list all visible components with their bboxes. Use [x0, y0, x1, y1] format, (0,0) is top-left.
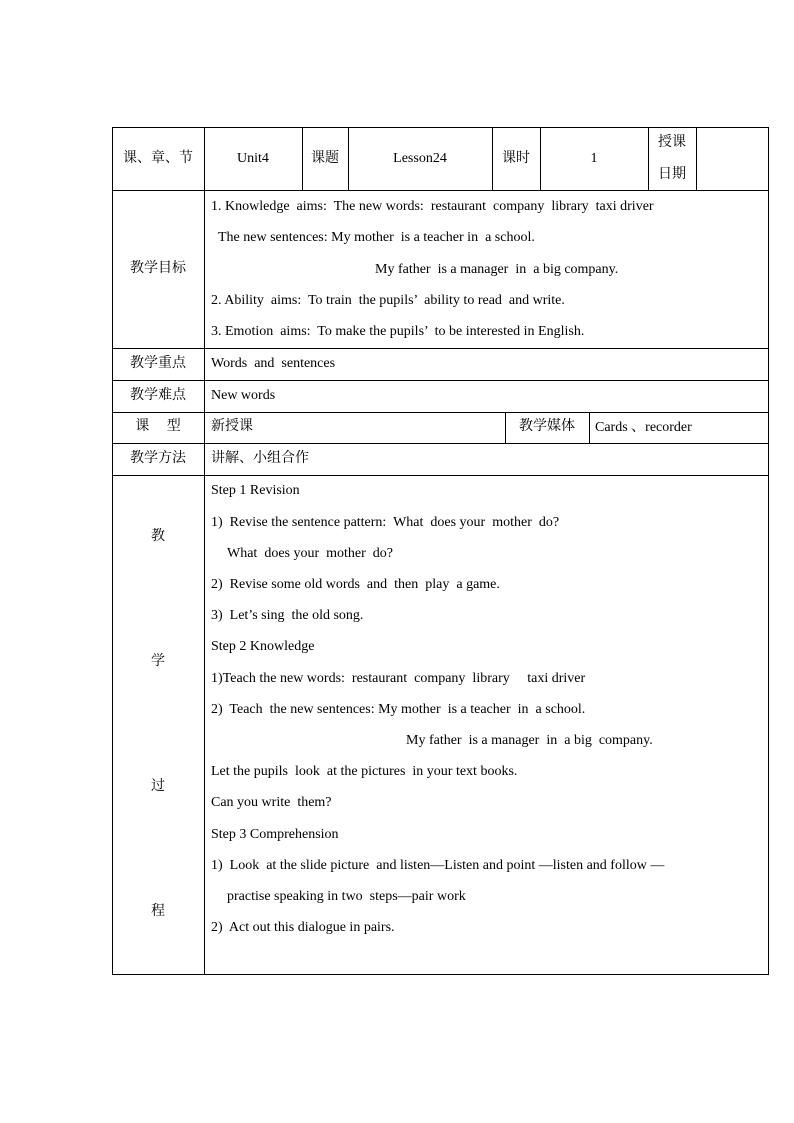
- process-line: Step 1 Revision: [211, 483, 300, 498]
- lesson-plan-table: [112, 127, 769, 975]
- objective-line: 1. Knowledge aims: The new words: restaurant company library taxi driver: [211, 199, 654, 214]
- difficult-points-label: 教学难点: [130, 388, 186, 403]
- date-label: 日期: [658, 167, 686, 182]
- unit-value: Unit4: [237, 151, 269, 166]
- lesson-type-value: 新授课: [211, 419, 253, 434]
- objective-line: My father is a manager in a big company.: [375, 262, 619, 277]
- process-line: What does your mother do?: [227, 546, 394, 561]
- period-label: 课时: [502, 151, 530, 166]
- lesson-value: Lesson24: [393, 151, 447, 166]
- table-border-left: [112, 127, 113, 975]
- row-divider: [112, 190, 769, 191]
- process-line: 2) Teach the new sentences: My mother is a teacher in a school.: [211, 702, 586, 717]
- difficult-points-value: New words: [211, 388, 276, 403]
- process-line: 1) Revise the sentence pattern: What does your mother do?: [211, 515, 560, 530]
- lesson-type-label: 课 型: [135, 419, 181, 434]
- process-line: My father is a manager in a big company.: [406, 733, 653, 748]
- process-line: 1) Look at the slide picture and listen—Listen and point —listen and follow —: [211, 858, 665, 873]
- key-points-value: Words and sentences: [211, 356, 336, 371]
- topic-label: 课题: [311, 151, 339, 166]
- section-label: 课、章、节: [123, 151, 193, 166]
- objective-line: The new sentences: My mother is a teacher in a school.: [218, 230, 535, 245]
- objectives-label: 教学目标: [130, 261, 186, 276]
- process-line: 1)Teach the new words: restaurant company library taxi driver: [211, 671, 586, 686]
- media-value: Cards 、recorder: [595, 420, 692, 435]
- table-border-top: [112, 127, 769, 128]
- process-label-char: 过: [151, 779, 165, 794]
- media-label: 教学媒体: [519, 419, 575, 434]
- table-border-bottom: [112, 974, 769, 975]
- process-line: 2) Revise some old words and then play a game.: [211, 577, 500, 592]
- process-line: Let the pupils look at the pictures in your text books.: [211, 764, 518, 779]
- column-divider: [204, 127, 205, 975]
- objective-line: 2. Ability aims: To train the pupils’ ability to read and write.: [211, 293, 565, 308]
- process-line: Step 2 Knowledge: [211, 639, 315, 654]
- row-divider: [112, 443, 769, 444]
- process-label-char: 程: [151, 904, 165, 919]
- key-points-label: 教学重点: [130, 356, 186, 371]
- process-label-char: 教: [151, 529, 165, 544]
- period-value: 1: [590, 151, 598, 166]
- table-border-right: [768, 127, 769, 975]
- process-line: Can you write them?: [211, 795, 332, 810]
- date-label: 授课: [658, 135, 686, 150]
- row-divider: [112, 380, 769, 381]
- process-line: 2) Act out this dialogue in pairs.: [211, 920, 395, 935]
- process-line: Step 3 Comprehension: [211, 827, 339, 842]
- process-line: practise speaking in two steps—pair work: [227, 889, 466, 904]
- row-divider: [112, 475, 769, 476]
- column-divider: [589, 412, 590, 443]
- column-divider: [696, 127, 697, 190]
- process-label-char: 学: [151, 654, 165, 669]
- method-value: 讲解、小组合作: [211, 451, 309, 466]
- row-divider: [112, 412, 769, 413]
- row-divider: [112, 348, 769, 349]
- method-label: 教学方法: [130, 451, 186, 466]
- process-line: 3) Let’s sing the old song.: [211, 608, 364, 623]
- objective-line: 3. Emotion aims: To make the pupils’ to be interested in English.: [211, 324, 585, 339]
